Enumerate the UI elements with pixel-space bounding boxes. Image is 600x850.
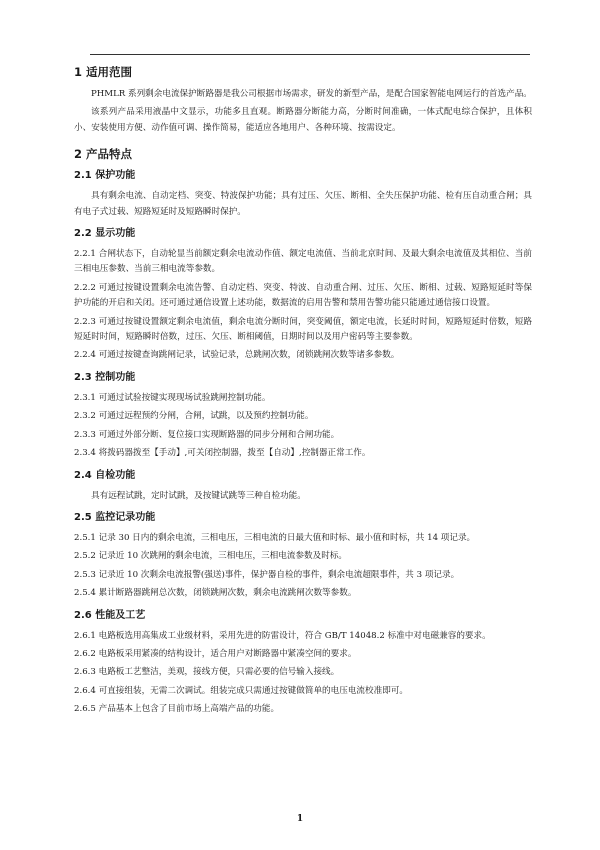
list-item: 2.6.1 电路板选用高集成工业级材料，采用先进的防雷设计，符合 GB/T 14048.2 标准中对电磁兼容的要求。 [74, 630, 491, 641]
list-item: 2.3.4 将拨码器拨至【手动】,可关闭控制器，拨至【自动】,控制器正常工作。 [74, 448, 371, 459]
section-2-title: 2 产品特点 [74, 147, 133, 162]
list-item: 2.5.3 记录近 10 次剩余电流报警(强送)事件，保护器自检的事件，剩余电流超限事件，共 3 项记录。 [74, 569, 460, 580]
paragraph: 具有剩余电流、自动定档、突变、特波保护功能；具有过压、欠压、断相、全失压保护功能、检有压自动重合闸；具有电子式过载、短路短延时及短路瞬时保护。 [74, 191, 532, 217]
list-item: 2.2.3 可通过按键设置额定剩余电流值，剩余电流分断时间，突变阈值，额定电流，长延时时间，短路短延时倍数，短路短延时时间，短路瞬时倍数，过压、欠压、断相阈值，日期时间以及用户密码等主要参数。 [74, 316, 532, 343]
list-item: 2.2.2 可通过按键设置剩余电流告警、自动定档、突变、特波、自动重合闸、过压、欠压、断相、过载、短路短延时等保护功能的开启和关闭。还可通过通信设置上述功能，数据流的启用告警和禁用告警功能只能通过通信接口设置。 [74, 282, 532, 309]
subsection-2-4-title: 2.4 自检功能 [74, 469, 136, 481]
document-body [74, 64, 532, 721]
subsection-2-3-title: 2.3 控制功能 [74, 371, 136, 383]
list-item: 2.6.5 产品基本上包含了目前市场上高端产品的功能。 [74, 704, 280, 715]
header-rule [90, 54, 530, 55]
list-item: 2.5.4 累计断路器跳闸总次数，闭锁跳闸次数，剩余电流跳闸次数等参数。 [74, 588, 357, 599]
list-item: 2.2.1 合闸状态下，自动轮显当前额定剩余电流动作值、额定电流值、当前北京时间、及最大剩余电流值及其相位、当前三相电压参数、当前三相电流等参数。 [74, 249, 532, 275]
subsection-2-2-title: 2.2 显示功能 [74, 228, 136, 240]
list-item: 2.5.2 记录近 10 次跳闸的剩余电流，三相电压，三相电流参数及时标。 [74, 551, 348, 562]
list-item: 2.6.2 电路板采用紧凑的结构设计，适合用户对断路器中紧凑空间的要求。 [74, 648, 357, 659]
page-number: 1 [296, 814, 304, 824]
paragraph: PHMLR 系列剩余电流保护断路器是我公司根据市场需求，研发的新型产品，是配合国家智能电网运行的首选产品。 [91, 89, 532, 99]
subsection-2-1-title: 2.1 保护功能 [74, 170, 136, 182]
section-1-title: 1 适用范围 [74, 65, 133, 79]
list-item: 2.2.4 可通过按键查询跳闸记录，试验记录，总跳闸次数，闭锁跳闸次数等诸多参数。 [74, 350, 400, 361]
list-item: 2.6.3 电路板工艺整洁，美观，接线方便，只需必要的信号输入接线。 [74, 667, 340, 678]
list-item: 2.3.1 可通过试验按键实现现场试验跳闸控制功能。 [74, 392, 271, 403]
subsection-2-6-title: 2.6 性能及工艺 [74, 609, 146, 621]
list-item: 2.6.4 可直接组装，无需二次调试。组装完成只需通过按键做简单的电压电流校准即可。 [74, 685, 408, 696]
list-item: 2.3.2 可通过远程预约分闸，合闸，试跳，以及预约控制功能。 [74, 411, 314, 422]
list-item: 2.5.1 记录 30 日内的剩余电流，三相电压，三相电流的日最大值和时标、最小值和时标，共 14 项记录。 [74, 532, 476, 543]
list-item: 2.3.3 可通过外部分断、复位接口实现断路器的同步分闸和合闸功能。 [74, 429, 340, 440]
subsection-2-5-title: 2.5 监控记录功能 [74, 511, 156, 523]
paragraph: 具有远程试跳，定时试跳，及按键试跳等三种自检功能。 [91, 490, 306, 501]
paragraph: 该系列产品采用液晶中文显示，功能多且直观。断路器分断能力高，分断时间准确，一体式配电综合保护，且体积小、安装使用方便、动作值可调、操作简易，能适应各地用户、各种环境、按需设定。 [74, 107, 532, 133]
